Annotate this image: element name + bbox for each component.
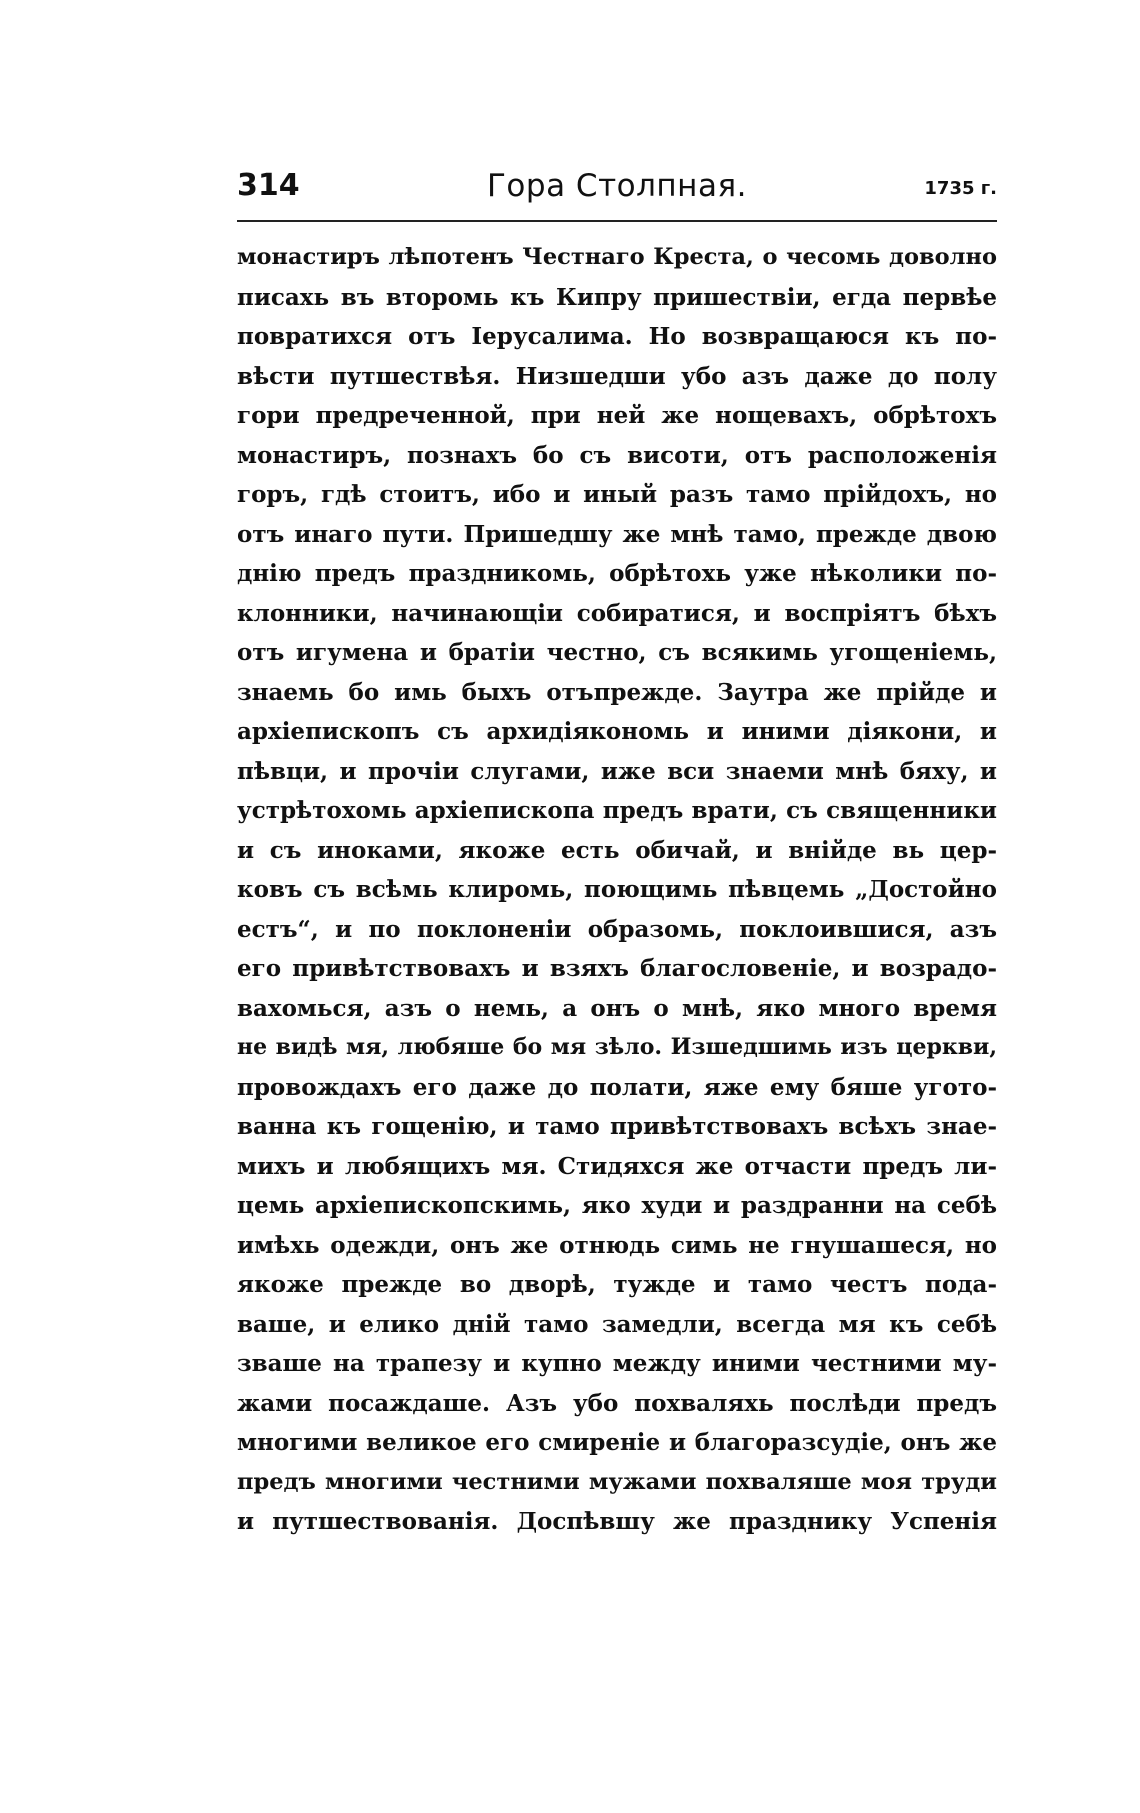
text-line: отъ игумена и братіи честно, съ всякимь угощеніемь, [237, 639, 997, 666]
text-line: повратихся отъ Іерусалима. Но возвращаюся къ по- [237, 323, 997, 350]
text-line: естъ“, и по поклоненіи образомь, поклоившися, азъ [237, 915, 997, 943]
text-line: гори предреченной, при ней же нощевахъ, обрѣтохъ [237, 402, 997, 429]
text-line: якоже прежде во дворѣ, тужде и тамо честъ пода- [237, 1271, 997, 1298]
body-text [237, 238, 997, 1542]
text-line: и путшествованія. Доспѣвшу же празднику Успенія [237, 1508, 997, 1535]
header-rule [237, 220, 997, 222]
page-number: 314 [237, 168, 300, 203]
text-line: не видѣ мя, любяше бо мя зѣло. Изшедшимь изъ церкви, [237, 1034, 997, 1060]
text-line: пѣвци, и прочіи слугами, иже вси знаеми мнѣ бяху, и [237, 757, 997, 785]
year-label: 1735 г. [924, 178, 997, 199]
text-line: вахомься, азъ о немь, а онъ о мнѣ, яко много время [237, 994, 997, 1022]
text-line: и съ иноками, якоже есть обичай, и внійде вь цер- [237, 836, 997, 864]
text-line: архіепископъ съ архидіякономь и иними діякони, и [237, 718, 997, 745]
text-line: днію предъ праздникомь, обрѣтохь уже нѣколики по- [237, 560, 997, 587]
text-line: писахь въ второмь къ Кипру пришествіи, егда первѣе [237, 283, 997, 311]
text-line: вѣсти путшествѣя. Низшедши убо азъ даже до полу [237, 362, 997, 390]
text-line: имѣхь одежди, онъ же отнюдь симь не гнушашеся, но [237, 1231, 997, 1259]
text-line: жами посаждаше. Азъ убо похваляхь послѣди предъ [237, 1389, 997, 1417]
text-line: цемь архіепископскимь, яко худи и раздранни на себѣ [237, 1192, 997, 1219]
running-title: Гора Столпная. [487, 168, 747, 204]
text-line: горъ, гдѣ стоитъ, ибо и иный разъ тамо прійдохъ, но [237, 481, 997, 508]
text-line: зваше на трапезу и купно между иними честними му- [237, 1350, 997, 1377]
text-line: знаемь бо имь быхъ отъпрежде. Заутра же прійде и [237, 678, 997, 706]
text-line: михъ и любящихъ мя. Стидяхся же отчасти предъ ли- [237, 1152, 997, 1180]
page-header [237, 162, 997, 222]
text-line: ванна къ гощенію, и тамо привѣтствовахъ всѣхъ знае- [237, 1113, 997, 1140]
text-line: ковъ съ всѣмь клиромь, поющимь пѣвцемь „Достойно [237, 876, 997, 903]
text-line: провождахъ его даже до полати, яже ему бяше угото- [237, 1073, 997, 1101]
text-line: устрѣтохомь архіепископа предъ врати, съ священники [237, 797, 997, 824]
text-line: многими великое его смиреніе и благоразсудіе, онъ же [237, 1429, 997, 1456]
text-line: предъ многими честними мужами похваляше моя труди [237, 1468, 997, 1495]
text-line: его привѣтствовахъ и взяхъ благословеніе, и возрадо- [237, 955, 997, 982]
text-line: монастиръ лѣпотенъ Честнаго Креста, о чесомь доволно [237, 244, 997, 270]
text-line: отъ инаго пути. Пришедшу же мнѣ тамо, прежде двою [237, 520, 997, 548]
text-line: ваше, и елико дній тамо замедли, всегда мя къ себѣ [237, 1310, 997, 1338]
text-line: монастиръ, познахъ бо съ висоти, отъ расположенія [237, 441, 997, 469]
text-line: клонники, начинающіи собиратися, и воспріятъ бѣхъ [237, 599, 997, 627]
